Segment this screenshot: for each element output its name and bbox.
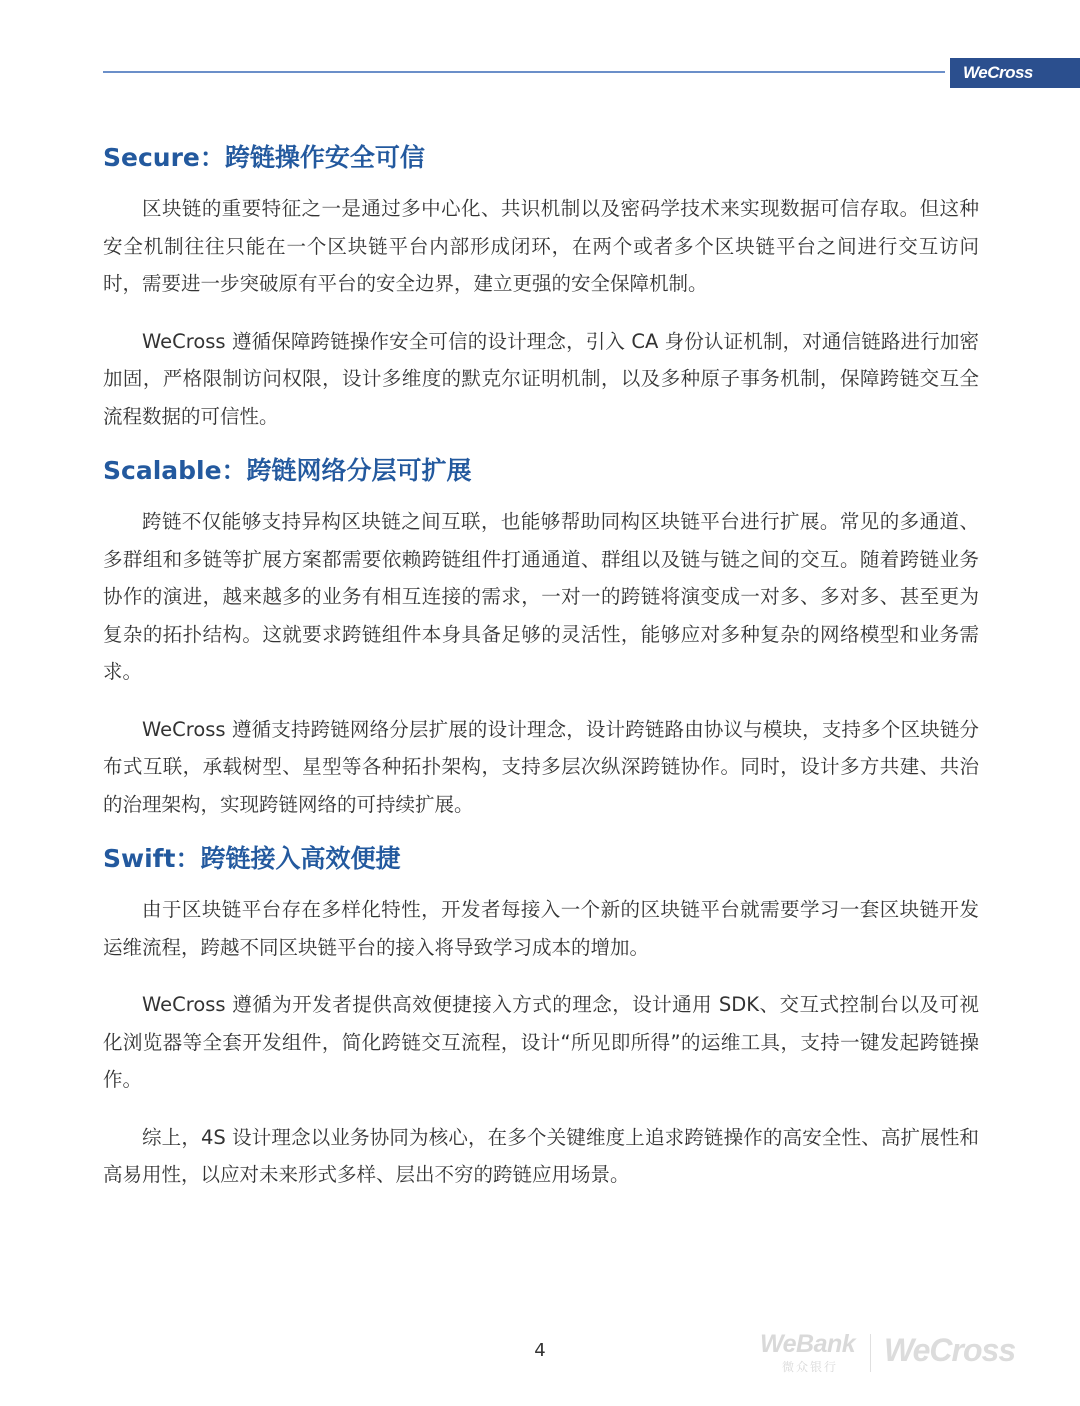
paragraph: 跨链不仅能够支持异构区块链之间互联，也能够帮助同构区块链平台进行扩展。常见的多通道、多群组和多链等扩展方案都需要依赖跨链组件打通通道、群组以及链与链之间的交互。随着跨链业务协作的演进，越来越多的业务有相互连接的需求，一对一的跨链将演变成一对多、多对多、甚至更为复杂的拓扑结构。这就要求跨链组件本身具备足够的灵活性，能够应对多种复杂的网络模型和业务需求。: [103, 510, 979, 683]
paragraph: 区块链的重要特征之一是通过多中心化、共识机制以及密码学技术来实现数据可信存取。但这种安全机制往往只能在一个区块链平台内部形成闭环，在两个或者多个区块链平台之间进行交互访问时，需要进一步突破原有平台的安全边界，建立更强的安全保障机制。: [103, 197, 979, 295]
section-scalable: [103, 453, 979, 823]
footer-logos: [760, 1330, 1060, 1378]
paragraph: 由于区块链平台存在多样化特性，开发者每接入一个新的区块链平台就需要学习一套区块链开发运维流程，跨越不同区块链平台的接入将导致学习成本的增加。: [103, 898, 979, 959]
header-rule: [103, 71, 945, 73]
paragraph: 综上，4S 设计理念以业务协同为核心，在多个关键维度上追求跨链操作的高安全性、高扩展性和高易用性，以应对未来形式多样、层出不穷的跨链应用场景。: [103, 1125, 979, 1186]
header-logo-wecross: WeCross: [950, 58, 1080, 88]
webank-logo-subtitle: 微众银行: [782, 1360, 839, 1374]
section-heading-scalable: Scalable：跨链网络分层可扩展: [103, 456, 472, 485]
paragraph: WeCross 遵循保障跨链操作安全可信的设计理念，引入 CA 身份认证机制，对通信链路进行加密加固，严格限制访问权限，设计多维度的默克尔证明机制，以及多种原子事务机制，保障跨链交互全流程数据的可信性。: [103, 329, 979, 428]
paragraph: WeCross 遵循为开发者提供高效便捷接入方式的理念，设计通用 SDK、交互式控制台以及可视化浏览器等全套开发组件，简化跨链交互流程，设计“所见即所得”的运维工具，支持一键发起跨链操作。: [103, 993, 979, 1091]
webank-logo: WeBank: [760, 1330, 856, 1358]
section-secure: [103, 140, 979, 435]
paragraph: WeCross 遵循支持跨链网络分层扩展的设计理念，设计跨链路由协议与模块，支持多个区块链分布式互联，承载树型、星型等各种拓扑架构，支持多层次纵深跨链协作。同时，设计多方共建、共治的治理架构，实现跨链网络的可持续扩展。: [103, 717, 979, 816]
footer-divider: [870, 1334, 871, 1372]
section-heading-secure: Secure：跨链操作安全可信: [103, 143, 425, 172]
section-heading-swift: Swift：跨链接入高效便捷: [103, 844, 401, 873]
wecross-logo: WeCross: [884, 1332, 1016, 1368]
page-number: 4: [534, 1340, 546, 1361]
section-swift: [103, 841, 979, 1194]
document-body: [103, 140, 979, 1194]
